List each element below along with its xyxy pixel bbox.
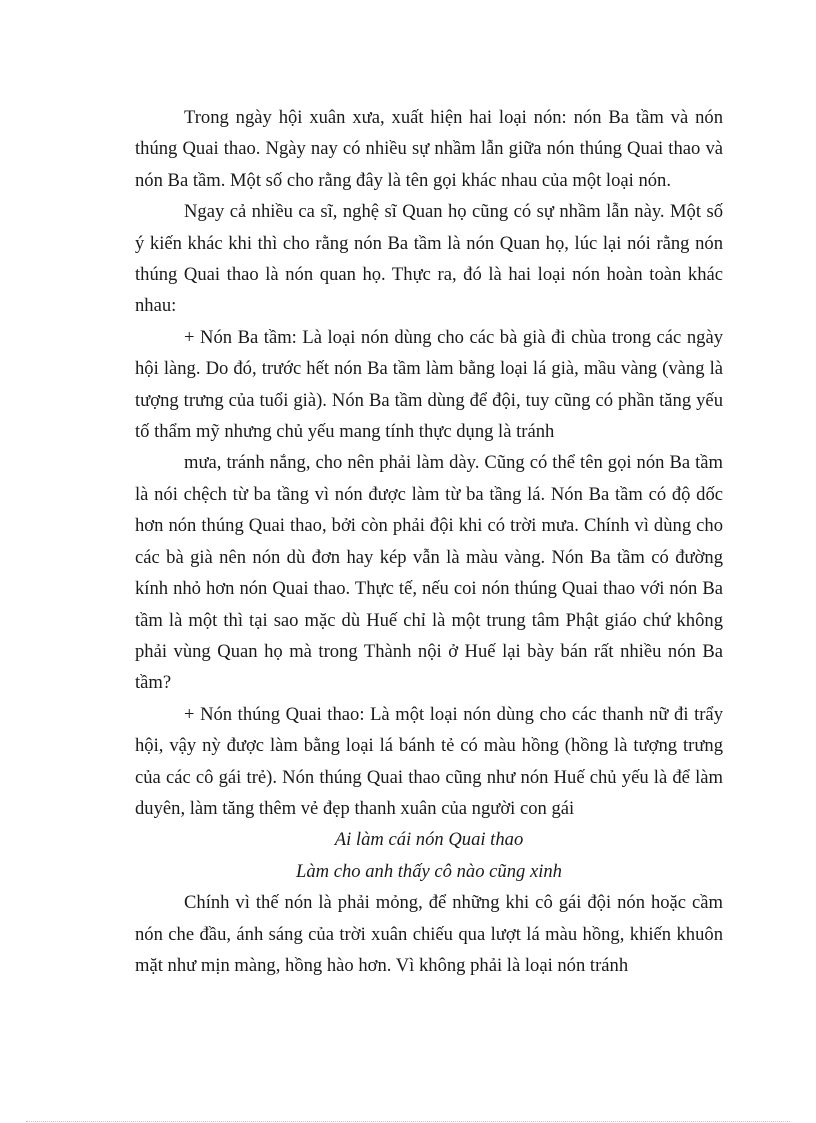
paragraph-confusion: Ngay cả nhiều ca sĩ, nghệ sĩ Quan họ cũng có sự nhầm lẫn này. Một số ý kiến khác khi thì cho rằng nón Ba tầm là nón Quan họ, lúc lại nói rằng nón thúng Quai thao là nón quan họ. Thực ra, đó là hai loại nón hoàn toàn khác nhau: (135, 201, 723, 317)
paragraph-non-quai-thao: + Nón thúng Quai thao: Là một loại nón dùng cho các thanh nữ đi trẩy hội, vậy nỳ được làm bằng loại lá bánh tẻ có màu hồng (hồng là tượng trưng của các cô gái trẻ). Nón thúng Quai thao cũng như nón Huế chủ yếu là để làm duyên, làm tăng thêm vẻ đẹp thanh xuân của người con gái (135, 703, 723, 819)
paragraph-non-ba-tam: + Nón Ba tầm: Là loại nón dùng cho các bà già đi chùa trong các ngày hội làng. Do đó, trước hết nón Ba tầm làm bằng loại lá già, mầu vàng (vàng là tượng trưng của tuổi già). Nón Ba tầm dùng để đội, tuy cũng có phần tăng yếu tố thẩm mỹ nhưng chủ yếu mang tính thực dụng là tránh (135, 326, 723, 443)
body-text (135, 102, 723, 981)
verse-line-2: Làm cho anh thấy cô nào cũng xinh (296, 860, 562, 882)
paragraph-intro: Trong ngày hội xuân xưa, xuất hiện hai loại nón: nón Ba tầm và nón thúng Quai thao. Ngày nay có nhiều sự nhầm lẫn giữa nón thúng Quai thao và nón Ba tầm. Một số cho rằng đây là tên gọi khác nhau của một loại nón. (135, 107, 723, 191)
paragraph-closing: Chính vì thế nón là phải mỏng, để những khi cô gái đội nón hoặc cầm nón che đầu, ánh sáng của trời xuân chiếu qua lượt lá màu hồng, khiến khuôn mặt như mịn màng, hồng hào hơn. Vì không phải là loại nón tránh (135, 892, 723, 976)
verse-line-1: Ai làm cái nón Quai thao (334, 829, 524, 851)
paragraph-non-ba-tam-continued: mưa, tránh nắng, cho nên phải làm dày. Cũng có thể tên gọi nón Ba tầm là nói chệch từ ba tầng vì nón được làm từ ba tầng lá. Nón Ba tầm có độ dốc hơn nón thúng Quai thao, bởi còn phải đội khi có trời mưa. Chính vì dùng cho các bà già nên nón dù đơn hay kép vẫn là màu vàng. Nón Ba tầm có đường kính nhỏ hơn nón Quai thao. Thực tế, nếu coi nón thúng Quai thao với nón Ba tầm là một thì tại sao mặc dù Huế chỉ là một trung tâm Phật giáo chứ không phải vùng Quan họ mà trong Thành nội ở Huế lại bày bán rất nhiều nón Ba tầm? (135, 452, 723, 694)
page-bottom-divider (26, 1121, 790, 1122)
